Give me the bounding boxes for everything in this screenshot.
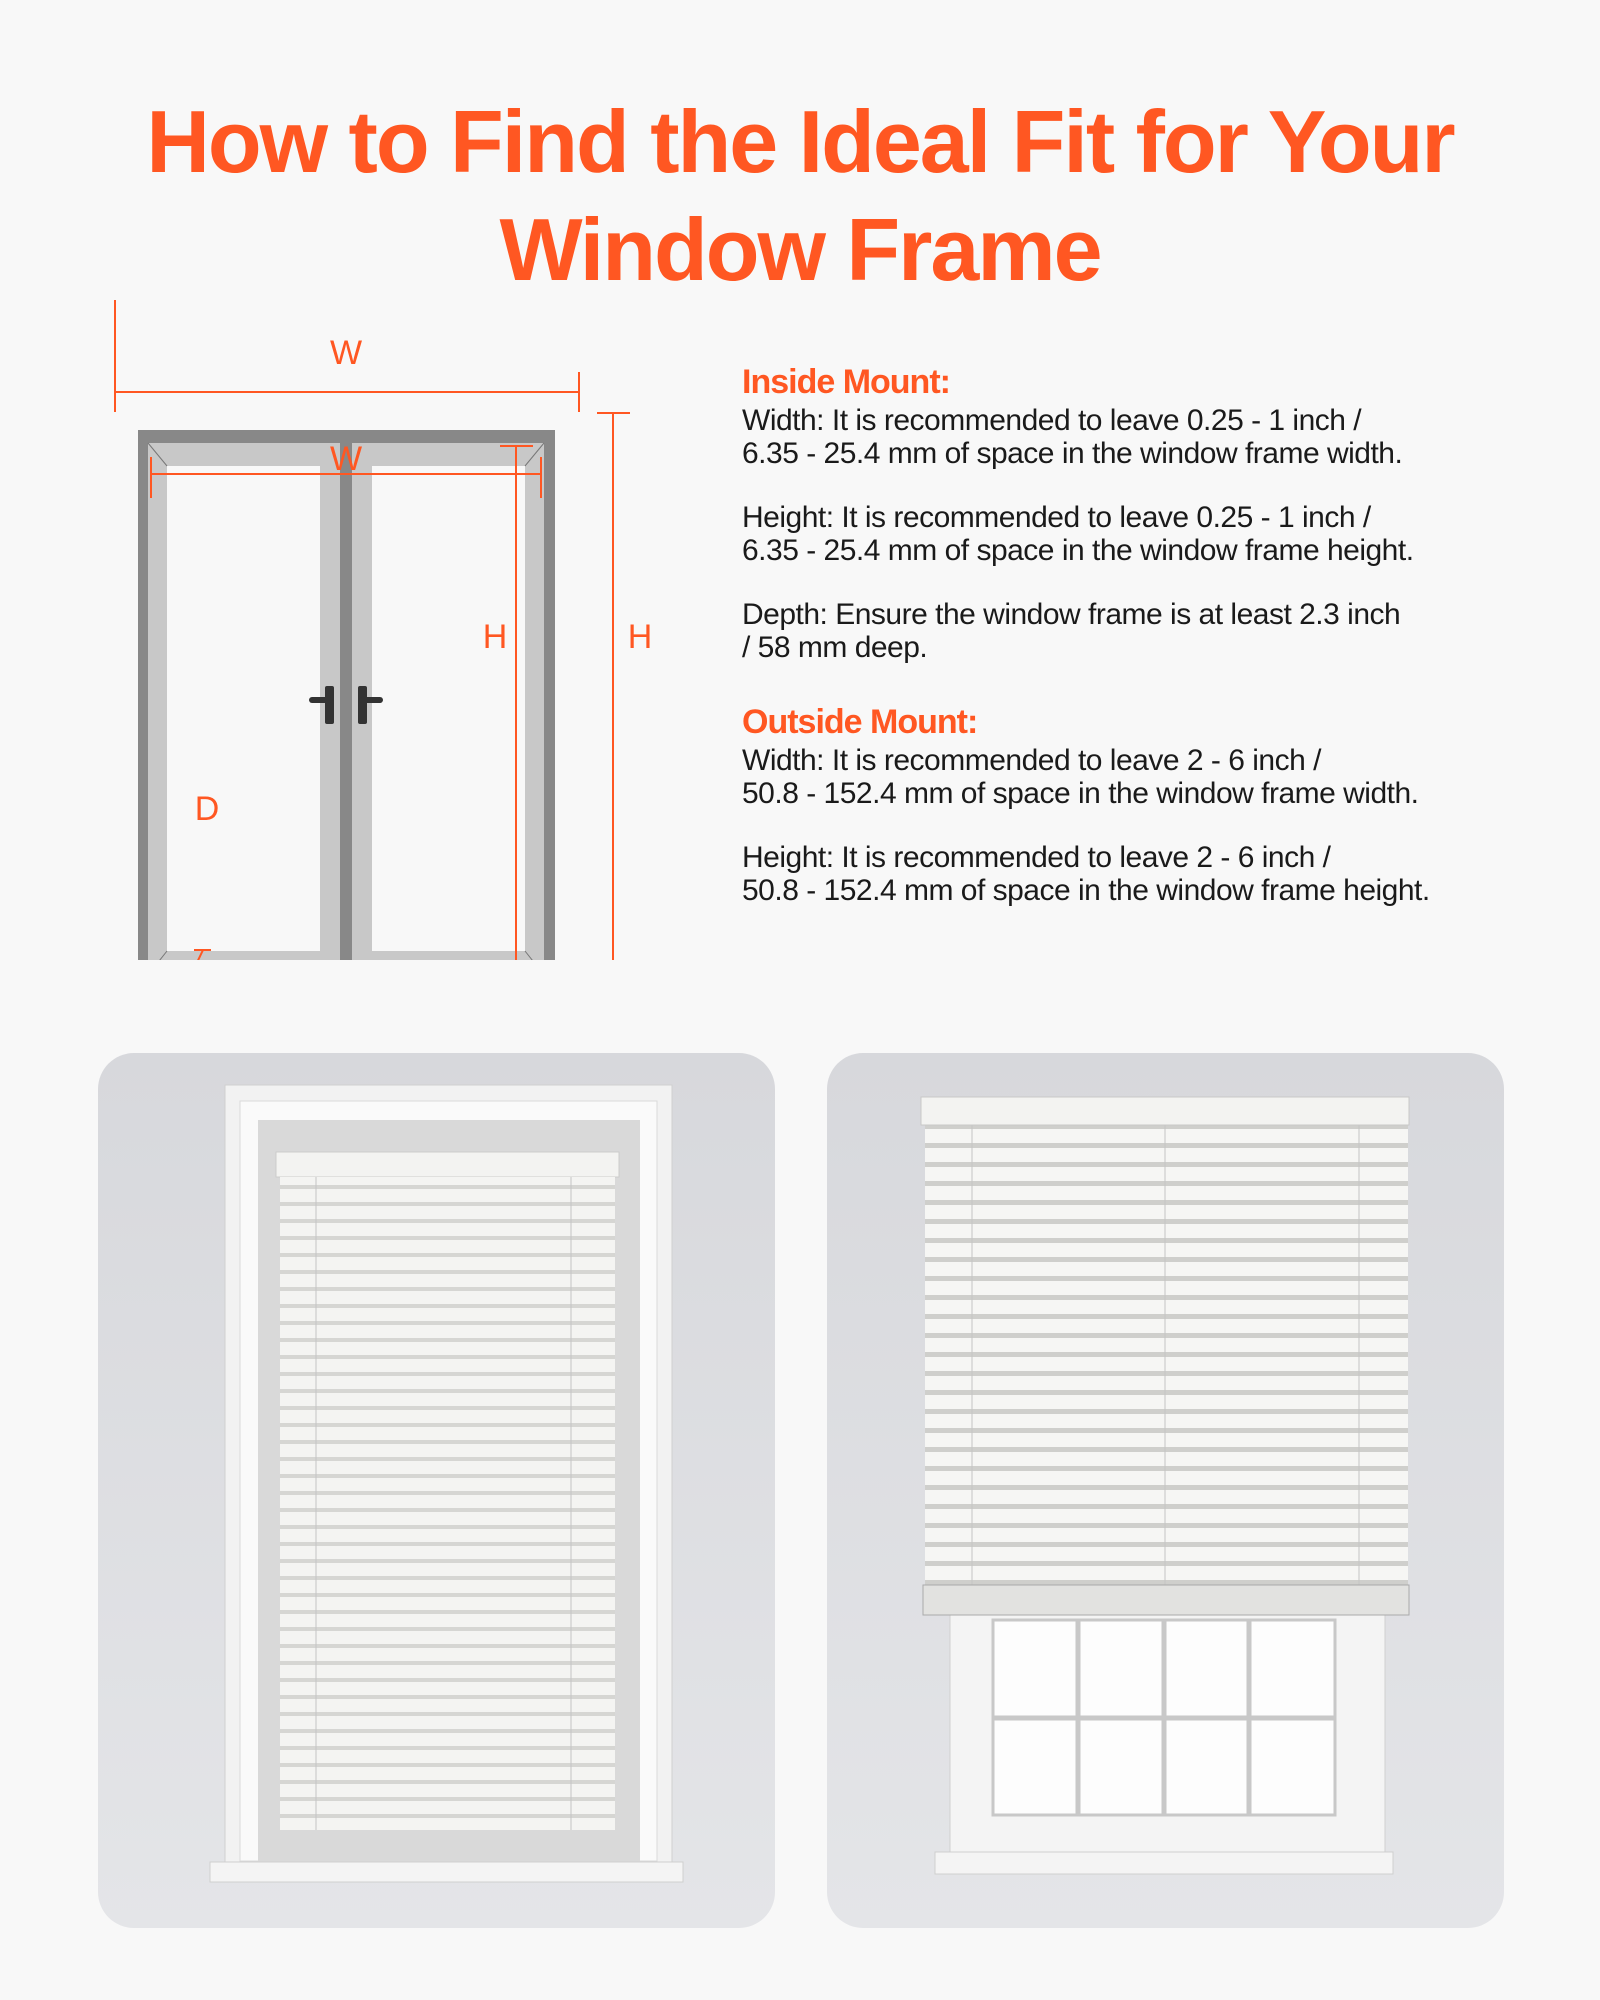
inside-depth-text — [742, 598, 1562, 664]
text-line: Width: It is recommended to leave 0.25 - 1 inch / — [742, 404, 1362, 437]
window-measurement-diagram — [0, 300, 700, 960]
text-line: Height: It is recommended to leave 0.25 - 1 inch / — [742, 501, 1371, 534]
outer-height-label: H — [627, 618, 653, 656]
outside-mount-blinds-illustration — [827, 1053, 1504, 1928]
right-glass — [372, 466, 525, 951]
text-line: Depth: Ensure the window frame is at least 2.3 inch — [742, 598, 1401, 631]
left-glass — [167, 466, 320, 951]
outside-mount-heading: Outside Mount: — [742, 703, 978, 741]
inside-mount-heading: Inside Mount: — [742, 363, 950, 401]
outside-height-text — [742, 841, 1562, 907]
inside-width-text — [742, 404, 1562, 470]
title-line-1: How to Find the Ideal Fit for Your — [146, 92, 1454, 191]
text-line: 6.35 - 25.4 mm of space in the window frame height. — [742, 534, 1414, 567]
text-line: / 58 mm deep. — [742, 631, 928, 664]
outside-width-text — [742, 744, 1562, 810]
outside-mount-photo — [827, 1053, 1504, 1928]
depth-label: D — [194, 790, 220, 828]
outer-width-label: W — [329, 334, 363, 372]
mount-instructions — [742, 360, 1562, 938]
inside-height-text — [742, 501, 1562, 567]
title-line-2: Window Frame — [499, 200, 1101, 299]
inside-mount-photo — [98, 1053, 775, 1928]
text-line: 50.8 - 152.4 mm of space in the window frame height. — [742, 874, 1430, 907]
text-line: Height: It is recommended to leave 2 - 6 inch / — [742, 841, 1331, 874]
inside-mount-blinds-illustration — [98, 1053, 775, 1928]
inner-height-label: H — [482, 618, 508, 656]
inner-width-label: W — [329, 440, 363, 478]
text-line: 50.8 - 152.4 mm of space in the window frame width. — [742, 777, 1419, 810]
page-title — [0, 88, 1600, 304]
text-line: Width: It is recommended to leave 2 - 6 inch / — [742, 744, 1321, 777]
text-line: 6.35 - 25.4 mm of space in the window frame width. — [742, 437, 1403, 470]
